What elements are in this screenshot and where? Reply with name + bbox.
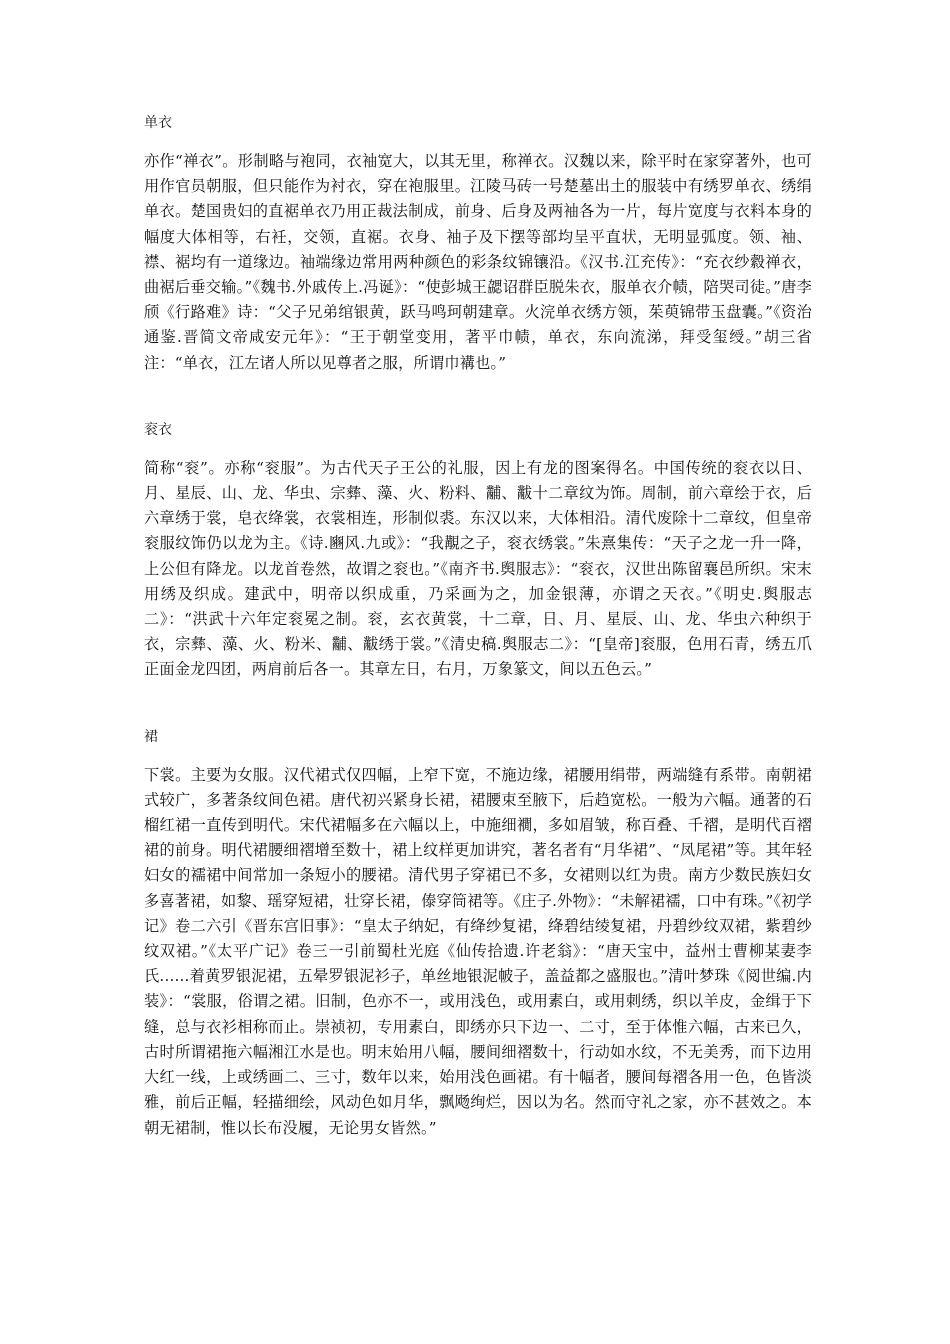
entry-body: 亦作“禅衣”。形制略与袍同，衣袖宽大，以其无里，称禅衣。汉魏以来，除平时在家穿著外，也可用作官员朝服，但只能作为衬衣，穿在袍服里。江陵马砖一号楚墓出土的服装中有绣罗单衣、绣绢单衣。楚国贵妇的直裾单衣乃用正裁法制成，前身、后身及两袖各为一片，每片宽度与衣料本身的幅度大体相等，右衽，交领，直裾。衣身、袖子及下摆等部均呈平直状，无明显弧度。领、袖、襟、裾均有一道缘边。袖端缘边常用两种颜色的彩条纹锦镶沿。《汉书.江充传》：“充衣纱縠禅衣，曲裾后垂交输。”《魏书.外戚传上.冯诞》：“使彭城王勰诏群臣脱朱衣，服单衣介帻，陪哭司徒。”唐李颀《行路难》诗：“父子兄弟绾银黄，跃马鸣珂朝建章。火浣单衣绣方领，茱萸锦带玉盘囊。”《资治通鉴.晋简文帝咸安元年》：“王于朝堂变用，著平巾帻，单衣，东向流涕，拜受玺绶。”胡三省注：“单衣，江左诸人所以见尊者之服，所谓巾褠也。” bbox=[144, 152, 812, 372]
entry-title: 裙 bbox=[144, 728, 158, 745]
entry-title: 衮衣 bbox=[144, 421, 172, 438]
entry-title: 单衣 bbox=[144, 115, 172, 131]
entry-body: 简称“衮”。亦称“衮服”。为古代天子王公的礼服，因上有龙的图案得名。中国传统的衮衣以日、月、星辰、山、龙、华虫、宗彝、藻、火、粉料、黼、黻十二章纹为饰。周制，前六章绘于衣，后六章绣于裳，皂衣绛裳，衣裳相连，形制似裘。东汉以来，大体相沿。清代废除十二章纹，但皇帝衮服纹饰仍以龙为主。《诗.豳风.九或》：“我覯之子，衮衣绣裳。”朱熹集传：“天子之龙一升一降，上公但有降龙。以龙首卷然，故谓之衮也。”《南齐书.舆服志》：“衮衣，汉世出陈留襄邑所织。宋末用绣及织成。建武中，明帝以织成重，乃采画为之，加金银薄，亦谓之天衣。”《明史.舆服志二》：“洪武十六年定衮冕之制。衮，玄衣黄裳，十二章，日、月、星辰、山、龙、华虫六种织于衣，宗彝、藻、火、粉米、黼、黻绣于裳。”《清史稿.舆服志二》：“[皇帝]衮服，色用石青，绣五爪正面金龙四团，两肩前后各一。其章左日，右月，万象篆文，间以五色云。” bbox=[144, 458, 812, 679]
entry-body: 下裳。主要为女服。汉代裙式仅四幅，上窄下宽，不施边缘，裙腰用绢带，两端缝有系带。南朝裙式较广，多著条纹间色裙。唐代初兴紧身长裙，裙腰束至腋下，后趋宽松。一般为六幅。通著的石榴红裙一直传到明代。宋代裙幅多在六幅以上，中施细襉，多如眉皱，称百叠、千褶，是明代百褶裙的前身。明代裙腰细褶增至数十，裙上纹样更加讲究，著名者有“月华裙”、“凤尾裙”等。其年轻妇女的襦裙中间常加一条短小的腰裙。清代男子穿裙已不多，女裙则以红为贵。南方少数民族妇女多喜著裙，如黎、瑶穿短裙，壮穿长裙，傣穿筒裙等。《庄子.外物》：“未解裙襦，口中有珠。”《初学记》卷二六引《晋东宫旧事》：“皇太子纳妃，有绛纱复裙，绛碧结绫复裙，丹碧纱纹双裙，紫碧纱纹双裙。”《太平广记》卷三一引前蜀杜光庭《仙传拾遗.许老翁》：“唐天宝中，益州士曹柳某妻李氏......着黄罗银泥裙，五晕罗银泥衫子，单丝地银泥帔子，盖益都之盛服也。”清叶梦珠《阅世编.内装》：“裳服，俗谓之裙。旧制，色亦不一，或用浅色，或用素白，或用刺绣，织以羊皮，金缉于下缝，总与衣衫相称而止。崇祯初，专用素白，即绣亦只下边一、二寸，至于体惟六幅，古来已久，古时所谓裙拖六幅湘江水是也。明末始用八幅，腰间细褶数十，行动如水纹，不无美秀，而下边用大红一线，上或绣画二、三寸，数年以来，始用浅色画裙。有十幅者，腰间每褶各用一色，色皆淡雅，前后正幅，轻描细绘，风动色如月华，飘飏绚烂，因以为名。然而守礼之家，亦不甚效之。本朝无裙制，惟以长布没履，无论男女皆然。” bbox=[144, 765, 812, 1137]
entry-danyi bbox=[144, 113, 812, 376]
entry-qun bbox=[144, 727, 812, 1141]
entry-gunyi bbox=[144, 420, 812, 683]
document-page bbox=[144, 113, 812, 1141]
